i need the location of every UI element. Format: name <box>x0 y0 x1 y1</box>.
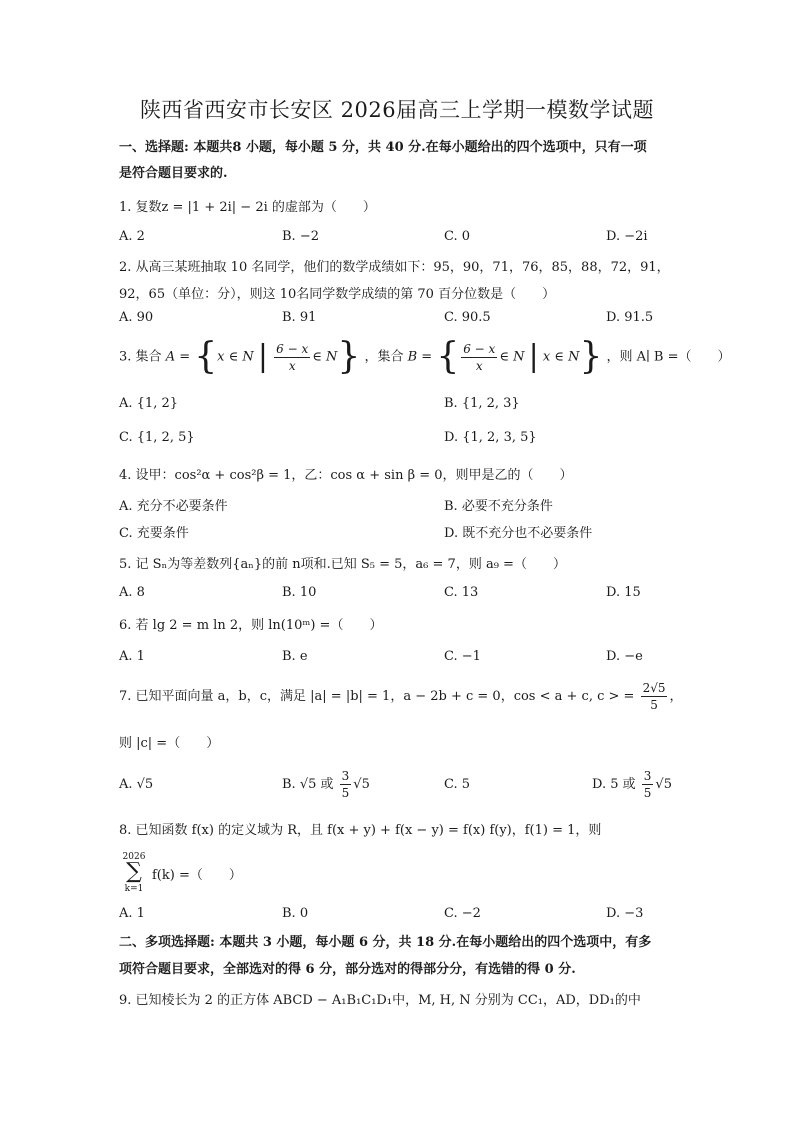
q4-option-a: A. 充分不必要条件 <box>119 499 228 514</box>
q3-setA-lhs: A = <box>165 349 191 365</box>
q8-option-d: D. −3 <box>606 906 644 921</box>
q7-option-d-fraction <box>642 768 654 801</box>
q3-option-a: A. {1, 2} <box>119 396 179 411</box>
q7-option-d-label: D. 5 或 <box>592 777 636 792</box>
q3-mid: ，集合 <box>364 349 404 365</box>
q7-line1-end: ， <box>669 689 683 704</box>
q7-option-a: A. √5 <box>119 777 154 792</box>
q8-sum-expr: f(k) =（ ） <box>152 868 242 883</box>
q3-option-c: C. {1, 2, 5} <box>119 430 195 445</box>
question-4-text: 4. 设甲：cos²α + cos²β = 1，乙：cos α + sin β = 0，则甲是乙的（ ） <box>119 468 573 483</box>
question-2-line2: 92，65（单位：分），则这 10名同学数学成绩的第 70 百分位数是（ ） <box>119 287 556 302</box>
q3-setB-frac-num: 6 − x <box>463 341 496 356</box>
q7-option-b-fraction <box>340 768 352 801</box>
q7-option-b-tail: √5 <box>353 777 370 792</box>
q7-option-b-label: B. √5 或 <box>282 777 334 792</box>
q7-option-c: C. 5 <box>444 777 471 792</box>
q3-prefix: 3. 集合 <box>119 349 162 365</box>
question-5-text: 5. 记 Sₙ为等差数列{aₙ}的前 n项和.已知 S₅ = 5，a₆ = 7，则 a₉ =（ ） <box>119 557 566 572</box>
q3-setA-frac-den: x <box>288 358 296 373</box>
question-6-text: 6. 若 lg 2 = m ln 2，则 ln(10ᵐ) =（ ） <box>119 618 383 633</box>
q8-sum-lower: k=1 <box>124 884 144 894</box>
q3-setA-fraction <box>274 341 310 374</box>
question-1-text: 1. 复数z = |1 + 2i| − 2i 的虚部为（ ） <box>119 200 376 215</box>
q8-sum-upper: 2026 <box>122 852 146 862</box>
q7-frac-num: 2√5 <box>642 681 666 695</box>
section2-heading-line1: 二、多项选择题: 本题共 3 小题，每小题 6 分，共 18 分.在每小题给出的四个选项中，有多 <box>119 935 652 950</box>
question-3-text: 3. 集合 A = {x ∈ N | $\frac{6 - x}{x}$ ∈ N} ，集合 B = { $\frac{6 - x}{x}$ ∈ N | x ∈ N} ，则 A∣ B =（ ） <box>119 336 731 377</box>
q5-option-c: C. 13 <box>444 585 479 600</box>
q7-option-b <box>282 768 370 802</box>
q6-option-c: C. −1 <box>444 649 481 664</box>
q3-setA-frac-num: 6 − x <box>276 341 309 356</box>
q6-option-b: B. e <box>282 649 308 664</box>
q3-suffix: ，则 A∣ B =（ ） <box>606 349 731 365</box>
q8-option-a: A. 1 <box>119 906 145 921</box>
q3-setB-right: ∈ N <box>499 349 525 365</box>
question-2-line1: 2. 从高三某班抽取 10 名同学，他们的数学成绩如下：95，90，71，76，85，88，72，91， <box>119 260 670 275</box>
q7-frac-den: 5 <box>650 698 658 712</box>
q2-option-c: C. 90.5 <box>444 310 491 325</box>
q2-option-b: B. 91 <box>282 310 317 325</box>
q7-option-d-frac-den: 5 <box>643 786 652 800</box>
q2-option-a: A. 90 <box>119 310 154 325</box>
section1-heading-line1: 一、选择题: 本题共8 小题，每小题 5 分，共 40 分.在每小题给出的四个选项中，只有一项 <box>119 140 647 155</box>
question-9-text: 9. 已知棱长为 2 的正方体 ABCD − A₁B₁C₁D₁中，M, H, N 分别为 CC₁，AD，DD₁的中 <box>119 993 641 1008</box>
q1-option-c: C. 0 <box>444 229 471 244</box>
q7-option-b-frac-den: 5 <box>341 786 350 800</box>
q3-setB-lhs: B = <box>407 349 433 365</box>
q4-option-d: D. 既不充分也不必要条件 <box>444 526 593 541</box>
q7-option-d <box>592 768 672 802</box>
q5-option-d: D. 15 <box>606 585 641 600</box>
q1-option-d: D. −2i <box>606 229 648 244</box>
question-7-line2: 则 |c| =（ ） <box>119 736 220 751</box>
q1-option-b: B. −2 <box>282 229 319 244</box>
q3-setA-left: x ∈ N <box>217 349 254 365</box>
q3-setA-right: ∈ N <box>312 349 338 365</box>
q8-option-c: C. −2 <box>444 906 481 921</box>
q5-option-a: A. 8 <box>119 585 145 600</box>
q7-option-b-frac-num: 3 <box>341 769 350 783</box>
q3-option-d: D. {1, 2, 3, 5} <box>444 430 537 445</box>
q6-option-d: D. −e <box>606 649 643 664</box>
q8-option-b: B. 0 <box>282 906 309 921</box>
q8-sigma-icon: ∑ <box>126 859 142 884</box>
q7-option-d-tail: √5 <box>655 777 672 792</box>
q6-option-a: A. 1 <box>119 649 145 664</box>
q7-fraction <box>641 680 668 713</box>
q1-option-a: A. 2 <box>119 229 145 244</box>
q3-setB-fraction <box>461 341 497 374</box>
section2-heading-line2: 项符合题目要求，全部选对的得 6 分，部分选对的得部分分，有选错的得 0 分. <box>119 962 576 977</box>
q2-option-d: D. 91.5 <box>606 310 654 325</box>
q4-option-c: C. 充要条件 <box>119 526 189 541</box>
page-title: 陕西省西安市长安区 2026届高三上学期一模数学试题 <box>139 98 655 122</box>
q3-setB-frac-den: x <box>475 358 483 373</box>
q3-setB-cond: x ∈ N <box>542 349 580 365</box>
q5-option-b: B. 10 <box>282 585 317 600</box>
question-8-text: 8. 已知函数 f(x) 的定义域为 R，且 f(x + y) + f(x − y) = f(x) f(y)，f(1) = 1，则 <box>119 823 602 838</box>
q7-option-d-frac-num: 3 <box>643 769 652 783</box>
question-7-line1 <box>119 680 683 714</box>
q3-option-b: B. {1, 2, 3} <box>444 396 520 411</box>
q4-option-b: B. 必要不充分条件 <box>444 499 553 514</box>
q7-line1-text: 7. 已知平面向量 a，b，c，满足 |a| = |b| = 1，a − 2b + c = 0，cos < a + c, c > = <box>119 689 635 704</box>
section1-heading-line2: 是符合题目要求的. <box>119 166 228 181</box>
